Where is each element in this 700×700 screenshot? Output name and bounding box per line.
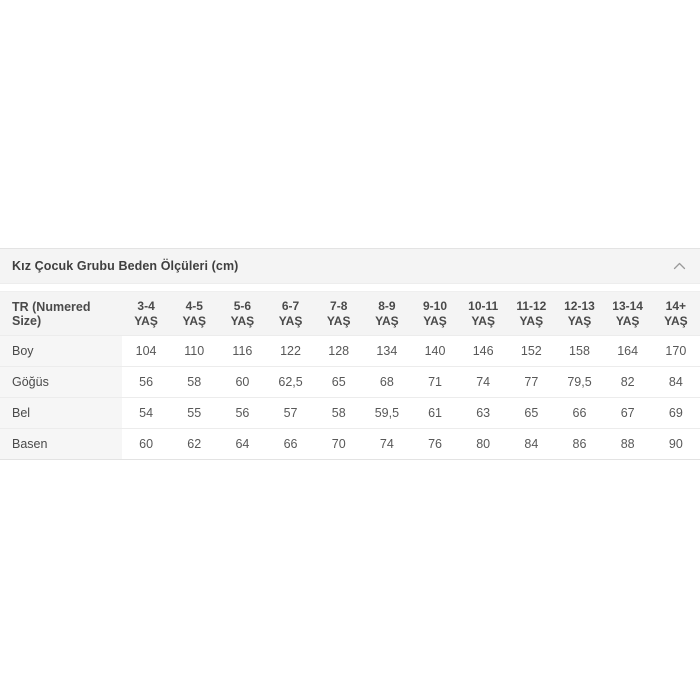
size-value-cell: 84 bbox=[652, 367, 700, 398]
size-value-cell: 74 bbox=[363, 429, 411, 460]
age-range-label: 4-5 bbox=[185, 298, 203, 313]
age-column-header bbox=[604, 292, 652, 336]
measurement-row-label: Boy bbox=[0, 336, 122, 367]
size-value-cell: 122 bbox=[266, 336, 314, 367]
size-value-cell: 80 bbox=[459, 429, 507, 460]
size-value-cell: 164 bbox=[604, 336, 652, 367]
size-value-cell: 58 bbox=[315, 398, 363, 429]
size-value-cell: 60 bbox=[218, 367, 266, 398]
age-range-label: 7-8 bbox=[330, 298, 348, 313]
table-row bbox=[0, 429, 700, 460]
size-value-cell: 79,5 bbox=[555, 367, 603, 398]
size-value-cell: 66 bbox=[555, 398, 603, 429]
age-range-label: 6-7 bbox=[281, 298, 300, 313]
age-unit-label: YAŞ bbox=[375, 313, 399, 328]
size-value-cell: 55 bbox=[170, 398, 218, 429]
age-range-label: 5-6 bbox=[233, 298, 252, 313]
size-value-cell: 62,5 bbox=[266, 367, 314, 398]
size-value-cell: 146 bbox=[459, 336, 507, 367]
size-table-body bbox=[0, 336, 700, 460]
size-value-cell: 70 bbox=[315, 429, 363, 460]
size-value-cell: 158 bbox=[555, 336, 603, 367]
size-value-cell: 59,5 bbox=[363, 398, 411, 429]
age-range-label: 3-4 bbox=[137, 298, 155, 313]
age-column-header bbox=[170, 292, 218, 336]
table-row bbox=[0, 367, 700, 398]
size-value-cell: 88 bbox=[604, 429, 652, 460]
age-unit-label: YAŞ bbox=[326, 313, 351, 328]
size-value-cell: 140 bbox=[411, 336, 459, 367]
size-chart-accordion bbox=[0, 248, 700, 460]
size-value-cell: 84 bbox=[507, 429, 555, 460]
size-value-cell: 67 bbox=[604, 398, 652, 429]
row-header-cell: TR (Numered Size) bbox=[0, 292, 122, 336]
size-value-cell: 71 bbox=[411, 367, 459, 398]
age-unit-label: YAŞ bbox=[134, 313, 158, 328]
age-range-label: 13-14 bbox=[612, 298, 643, 313]
size-value-cell: 68 bbox=[363, 367, 411, 398]
size-value-cell: 56 bbox=[218, 398, 266, 429]
table-row bbox=[0, 336, 700, 367]
size-value-cell: 152 bbox=[507, 336, 555, 367]
age-column-header bbox=[363, 292, 411, 336]
age-unit-label: YAŞ bbox=[615, 313, 640, 328]
table-row bbox=[0, 398, 700, 429]
size-value-cell: 61 bbox=[411, 398, 459, 429]
measurement-row-label: Göğüs bbox=[0, 367, 122, 398]
size-value-cell: 56 bbox=[122, 367, 170, 398]
age-column-header bbox=[507, 292, 555, 336]
size-value-cell: 110 bbox=[170, 336, 218, 367]
age-unit-label: YAŞ bbox=[471, 313, 495, 328]
size-value-cell: 134 bbox=[363, 336, 411, 367]
size-value-cell: 170 bbox=[652, 336, 700, 367]
size-value-cell: 86 bbox=[555, 429, 603, 460]
measurement-row-label: Basen bbox=[0, 429, 122, 460]
size-value-cell: 116 bbox=[218, 336, 266, 367]
size-value-cell: 63 bbox=[459, 398, 507, 429]
age-column-header bbox=[459, 292, 507, 336]
age-range-label: 10-11 bbox=[468, 298, 499, 313]
size-value-cell: 60 bbox=[122, 429, 170, 460]
age-column-header bbox=[266, 292, 314, 336]
accordion-header[interactable] bbox=[0, 248, 700, 284]
size-value-cell: 58 bbox=[170, 367, 218, 398]
size-value-cell: 65 bbox=[315, 367, 363, 398]
age-unit-label: YAŞ bbox=[182, 313, 207, 328]
size-value-cell: 66 bbox=[266, 429, 314, 460]
age-range-label: 11-12 bbox=[516, 298, 547, 313]
size-table bbox=[0, 291, 700, 460]
age-unit-label: YAŞ bbox=[519, 313, 544, 328]
size-value-cell: 104 bbox=[122, 336, 170, 367]
table-header-row bbox=[0, 292, 700, 336]
chevron-up-icon[interactable] bbox=[673, 262, 686, 270]
age-unit-label: YAŞ bbox=[423, 313, 447, 328]
accordion-title: Kız Çocuk Grubu Beden Ölçüleri (cm) bbox=[12, 259, 239, 273]
size-value-cell: 62 bbox=[170, 429, 218, 460]
header-table-gap bbox=[0, 284, 700, 291]
age-column-header bbox=[315, 292, 363, 336]
size-value-cell: 128 bbox=[315, 336, 363, 367]
size-value-cell: 64 bbox=[218, 429, 266, 460]
age-column-header bbox=[122, 292, 170, 336]
age-range-label: 9-10 bbox=[423, 298, 448, 313]
age-unit-label: YAŞ bbox=[230, 313, 255, 328]
age-range-label: 12-13 bbox=[564, 298, 595, 313]
measurement-row-label: Bel bbox=[0, 398, 122, 429]
age-range-label: 14+ bbox=[665, 298, 687, 313]
age-column-header bbox=[218, 292, 266, 336]
age-unit-label: YAŞ bbox=[278, 313, 303, 328]
size-value-cell: 82 bbox=[604, 367, 652, 398]
size-value-cell: 54 bbox=[122, 398, 170, 429]
age-unit-label: YAŞ bbox=[664, 313, 688, 328]
age-column-header bbox=[555, 292, 603, 336]
age-column-header bbox=[411, 292, 459, 336]
age-unit-label: YAŞ bbox=[567, 313, 592, 328]
size-value-cell: 65 bbox=[507, 398, 555, 429]
size-value-cell: 76 bbox=[411, 429, 459, 460]
size-value-cell: 77 bbox=[507, 367, 555, 398]
size-value-cell: 69 bbox=[652, 398, 700, 429]
age-column-header bbox=[652, 292, 700, 336]
size-value-cell: 57 bbox=[266, 398, 314, 429]
size-value-cell: 74 bbox=[459, 367, 507, 398]
size-value-cell: 90 bbox=[652, 429, 700, 460]
age-range-label: 8-9 bbox=[378, 298, 396, 313]
